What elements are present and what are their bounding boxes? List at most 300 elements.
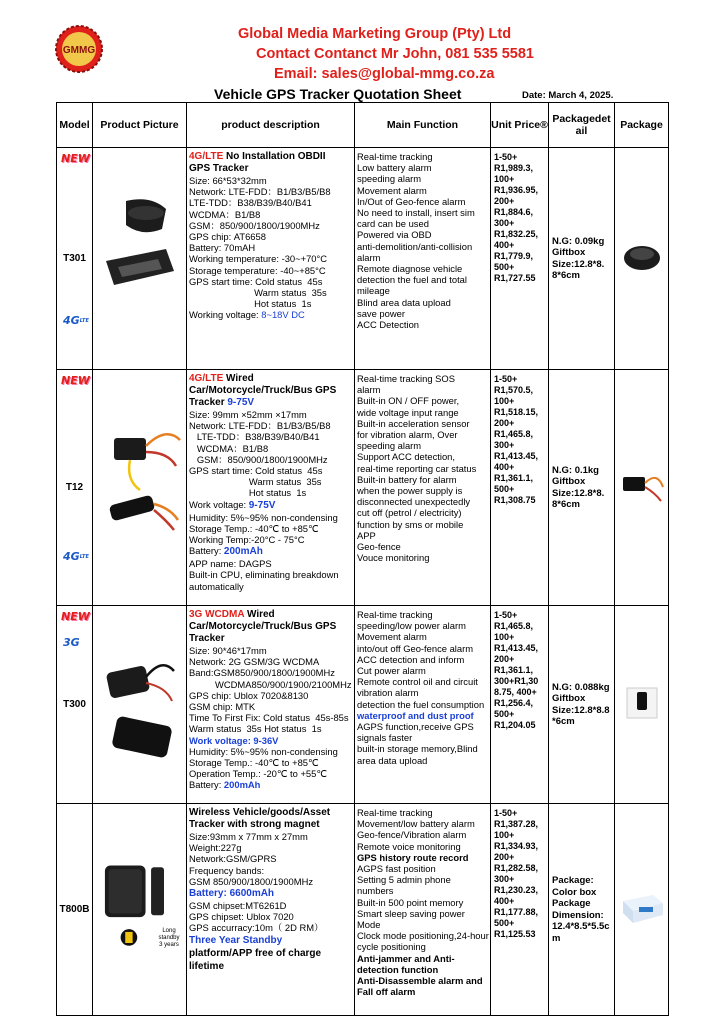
price-line: R1,413.45, <box>494 451 539 461</box>
email-line: Email: sales@global-mmg.co.za <box>274 66 495 82</box>
model-name: T301 <box>63 253 86 264</box>
description-line <box>189 900 352 911</box>
description-line: Working temperature: -30~+70°C <box>189 253 328 265</box>
unit-price-cell <box>491 148 549 370</box>
product-description-cell <box>187 148 355 370</box>
main-function-cell <box>355 804 491 1016</box>
function-line: save power <box>357 307 405 319</box>
function-line: AGPS function,receive GPS <box>357 721 474 733</box>
company-name: Global Media Marketing Group (Pty) Ltd <box>238 26 512 42</box>
function-line: APP <box>357 529 376 541</box>
function-line: for vibration alarm, Over <box>357 429 458 441</box>
description-heading-text: Car/Motorcycle/Truck/Bus GPS <box>189 385 337 396</box>
product-picture-cell <box>93 148 187 370</box>
package-detail-line: N.G: 0.088kg <box>552 681 610 693</box>
package-detail-cell <box>549 804 615 1016</box>
description-label: APP name: DAGPS <box>189 558 272 570</box>
network-badge <box>63 636 80 649</box>
description-line <box>189 545 352 558</box>
function-line: Real-time tracking <box>357 807 433 818</box>
description-label: Work voltage: <box>189 498 249 510</box>
price-line: 100+ <box>494 830 515 840</box>
package-photo <box>617 680 667 724</box>
function-line: Real-time tracking SOS <box>357 373 455 384</box>
description-line <box>189 558 352 569</box>
description-line: Warm status 35s <box>189 287 327 299</box>
working-voltage-value: 8~18V DC <box>261 309 305 321</box>
function-line: Movement alarm <box>357 184 427 196</box>
model-cell <box>57 148 93 370</box>
description-heading <box>189 373 352 385</box>
function-line: Anti-Disassemble alarm and <box>357 975 483 987</box>
description-value: 200mAh <box>223 546 263 558</box>
function-line: when the power supply is <box>357 485 463 497</box>
col-main-function: Main Function <box>355 103 491 148</box>
col-package: Package <box>615 103 669 148</box>
function-line: cut off (petrol / electricity) <box>357 507 462 519</box>
package-detail-line: Giftbox <box>552 247 586 258</box>
product-picture-cell <box>93 606 187 804</box>
price-line: 200+ <box>494 196 515 206</box>
package-photo <box>617 234 667 278</box>
function-line: mileage <box>357 285 390 297</box>
description-line <box>189 768 352 779</box>
description-label: Operation Temp.: -20℃ to +55℃ <box>189 768 327 780</box>
model-cell <box>57 370 93 606</box>
package-detail-line: Dimension: <box>552 909 604 921</box>
function-line: alarm <box>357 251 381 263</box>
description-heading-text: Tracker <box>189 397 228 408</box>
description-label: Storage Temp.: -40℃ to +85℃ <box>189 757 319 769</box>
description-line <box>189 569 352 580</box>
price-line: R1,832.25, <box>494 229 539 239</box>
description-line <box>189 499 352 512</box>
price-line: 8.75, 400+ <box>494 687 537 697</box>
package-photo <box>617 885 667 929</box>
package-picture-cell <box>615 606 669 804</box>
network-badge <box>63 550 89 563</box>
col-package-detail: Packagedet ail <box>549 103 615 148</box>
description-line: Size: 99mm ×52mm ×17mm <box>189 409 307 420</box>
price-line: 300+ <box>494 440 515 450</box>
price-line: R1,230.23, <box>494 885 539 895</box>
description-heading <box>189 621 352 633</box>
price-line: 1-50+ <box>494 152 518 162</box>
function-line: Built-in battery for alarm <box>357 473 457 485</box>
table-row <box>57 804 669 1016</box>
description-line: LTE-TDD：B38/B39/B40/B41 <box>189 431 320 443</box>
function-line: cycle positioning <box>357 941 426 953</box>
description-value: 9-75V <box>248 499 276 511</box>
description-line <box>189 887 352 900</box>
package-detail-line: m <box>552 932 561 944</box>
description-line: Weight:227g <box>189 842 242 854</box>
function-line: Movement/low battery alarm <box>357 818 475 830</box>
description-heading <box>189 385 352 397</box>
product-description-cell <box>187 606 355 804</box>
description-heading <box>189 151 352 163</box>
col-unit-price: Unit Price® <box>491 103 549 148</box>
price-line: 400+ <box>494 240 515 250</box>
package-detail-cell <box>549 606 615 804</box>
description-line: Network:GSM/GPRS <box>189 853 277 865</box>
function-line: Movement alarm <box>357 631 427 643</box>
function-line: Built-in acceleration sensor <box>357 417 470 429</box>
model-name: T12 <box>65 482 84 493</box>
description-heading <box>189 609 352 621</box>
description-heading-tail: Wired <box>223 373 254 384</box>
function-line: detection the fuel consumption <box>357 698 485 710</box>
function-line: Blind area data upload <box>357 296 451 308</box>
description-heading-text: Tracker <box>189 633 225 644</box>
unit-price-cell <box>491 606 549 804</box>
description-line: WCDMA：B1/B8 <box>189 208 261 220</box>
main-function-cell <box>355 606 491 804</box>
function-line: Geo-fence <box>357 541 401 553</box>
package-detail-line: Size:12.8*8.8 <box>552 704 610 716</box>
function-line: real-time reporting car status <box>357 462 477 474</box>
col-model: Model <box>57 103 93 148</box>
table-row <box>57 148 669 370</box>
price-line: R1,465.8, <box>494 621 534 631</box>
network-badge-main: 3G <box>63 636 80 649</box>
function-line: Setting 5 admin phone <box>357 874 451 886</box>
price-line: R1,361.1, <box>494 665 534 675</box>
description-heading-tail: Wired <box>244 609 275 620</box>
description-heading-text: 4G/LTE <box>189 373 224 384</box>
price-line: 200+ <box>494 654 515 664</box>
description-label: GPS chipset: Ublox 7020 <box>189 911 294 923</box>
price-line: 1-50+ <box>494 808 518 818</box>
price-line: 1-50+ <box>494 610 518 620</box>
description-line: Warm status 35s <box>189 476 322 488</box>
function-line: card can be used <box>357 218 429 230</box>
function-line: Cut power alarm <box>357 665 426 677</box>
description-heading <box>189 397 352 409</box>
description-line <box>189 746 352 757</box>
function-line: Fall off alarm <box>357 986 416 998</box>
voltage-highlight: 9-75V <box>227 397 255 408</box>
description-label: Built-in CPU, eliminating breakdown <box>189 569 339 581</box>
function-line: Built-in ON / OFF power, <box>357 395 460 407</box>
description-line: Size: 66*53*32mm <box>189 175 267 186</box>
function-line: ACC detection and inform <box>357 653 465 665</box>
function-line: Real-time tracking <box>357 151 433 162</box>
description-line: GPS chip: Ublox 7020&8130 <box>189 689 309 701</box>
price-line: R1,361.1, <box>494 473 534 483</box>
main-function-cell <box>355 148 491 370</box>
description-line <box>189 757 352 768</box>
company-logo <box>54 24 104 74</box>
description-line: GPS start time: Cold status 45s <box>189 465 323 477</box>
package-detail-line: 12.4*8.5*5.5c <box>552 921 610 932</box>
description-heading <box>189 807 352 819</box>
unit-price-cell <box>491 370 549 606</box>
network-badge-main: 4G <box>63 550 80 563</box>
description-line <box>189 779 352 790</box>
function-line: Low battery alarm <box>357 162 432 174</box>
price-line: R1,177.88, <box>494 907 539 917</box>
price-line: R1,727.55 <box>494 273 536 283</box>
description-label: Working Temp:-20°C - 75°C <box>189 534 305 546</box>
package-detail-line: Color box <box>552 886 597 898</box>
description-value: Work voltage: 9-36V <box>189 734 279 746</box>
description-line: Size: 90*46*17mm <box>189 645 267 656</box>
header <box>0 0 726 108</box>
description-line <box>189 309 352 320</box>
price-line: R1,256.4, <box>494 698 534 708</box>
package-picture-cell <box>615 370 669 606</box>
function-line: ACC Detection <box>357 319 420 331</box>
price-line: R1,518.15, <box>494 407 539 417</box>
network-badge-sub: LTE <box>79 554 89 560</box>
function-line: Remote diagnose vehicle <box>357 263 463 275</box>
description-heading-text: GPS Tracker <box>189 163 249 174</box>
function-line: vibration alarm <box>357 687 419 699</box>
description-heading-text: 4G/LTE <box>189 151 224 162</box>
price-line: 400+ <box>494 896 515 906</box>
description-label: Storage Temp.: -40℃ to +85℃ <box>189 522 319 534</box>
price-line: 300+R1,30 <box>494 676 539 686</box>
model-cell <box>57 606 93 804</box>
description-line <box>189 581 352 592</box>
network-badge <box>63 314 89 327</box>
product-picture-cell <box>93 804 187 1016</box>
description-line: Warm status 35s Hot status 1s <box>189 723 322 735</box>
description-value: Battery: 6600mAh <box>189 888 275 900</box>
description-value: lifetime <box>189 960 225 972</box>
function-line: Built-in 500 point memory <box>357 896 464 908</box>
package-detail-line: N.G: 0.1kg <box>552 464 599 476</box>
price-line: R1,465.8, <box>494 429 534 439</box>
price-line: 200+ <box>494 418 515 428</box>
product-photo <box>96 637 184 767</box>
description-line <box>189 960 352 973</box>
description-heading-text: Car/Motorcycle/Truck/Bus GPS <box>189 621 337 632</box>
price-line: 200+ <box>494 852 515 862</box>
description-line: GPS chip: AT6658 <box>189 231 266 243</box>
description-line: GSM：850/900/1800/1900MHz <box>189 453 328 465</box>
function-line: function by sms or mobile <box>357 518 464 530</box>
description-heading-text: Wireless Vehicle/goods/Asset <box>189 807 331 818</box>
package-detail-line: N.G: 0.09kg <box>552 235 605 247</box>
description-line: Network: LTE-FDD：B1/B3/B5/B8 <box>189 420 331 432</box>
description-label: GSM chipset:MT6261D <box>189 900 287 912</box>
description-line: GSM：850/900/1800/1900MHz <box>189 219 320 231</box>
function-line: No need to install, insert sim <box>357 207 475 219</box>
function-line: detection function <box>357 963 439 975</box>
new-badge: NEW <box>61 374 90 387</box>
description-line <box>189 523 352 534</box>
standby-caption: Long standby 3 years <box>158 928 180 948</box>
package-detail-cell <box>549 148 615 370</box>
price-line: 300+ <box>494 218 515 228</box>
function-line: anti-demolition/anti-collision <box>357 240 473 252</box>
logo-text: GMMG <box>62 45 96 56</box>
package-photo <box>617 463 667 507</box>
package-detail-line: Package <box>552 898 591 909</box>
description-line <box>189 922 352 933</box>
price-line: 100+ <box>494 396 515 406</box>
function-line: AGPS fast position <box>357 863 436 875</box>
package-detail-cell <box>549 370 615 606</box>
description-line <box>189 934 352 947</box>
price-line: 300+ <box>494 874 515 884</box>
function-line: Powered via OBD <box>357 229 432 241</box>
sheet-date: Date: March 4, 2025. <box>522 90 614 101</box>
package-detail-line: Giftbox <box>552 476 586 487</box>
package-picture-cell <box>615 804 669 1016</box>
new-badge: NEW <box>61 610 90 623</box>
function-line: Remote voice monitoring <box>357 840 461 852</box>
description-heading <box>189 633 352 645</box>
description-line: Band:GSM850/900/1800/1900MHz <box>189 667 335 679</box>
description-label: automatically <box>189 580 244 592</box>
sheet-title: Vehicle GPS Tracker Quotation Sheet <box>214 86 462 102</box>
description-line: Battery: 70mAH <box>189 242 256 254</box>
price-line: 500+ <box>494 918 515 928</box>
function-line: Mode <box>357 919 381 931</box>
function-line: In/Out of Geo-fence alarm <box>357 195 466 207</box>
function-line: area data upload <box>357 754 428 766</box>
product-description-cell <box>187 804 355 1016</box>
product-photo <box>96 847 184 967</box>
table-row <box>57 606 669 804</box>
network-badge-main: 4G <box>63 314 80 327</box>
description-line: GSM chip: MTK <box>189 701 256 713</box>
function-line: Remote control oil and circuit <box>357 676 478 688</box>
product-photo <box>96 420 184 550</box>
price-line: R1,204.05 <box>494 720 536 730</box>
package-picture-cell <box>615 148 669 370</box>
description-label: GPS accurracy:10m（ 2D RM） <box>189 922 324 934</box>
price-line: R1,308.75 <box>494 495 536 505</box>
description-line: WCDMA：B1/B8 <box>189 442 269 454</box>
quotation-table <box>56 102 669 1016</box>
description-line <box>189 947 352 960</box>
package-detail-line: Size:12.8*8. <box>552 258 605 270</box>
description-line: Hot status 1s <box>189 487 307 499</box>
price-line: 1-50+ <box>494 374 518 384</box>
description-heading-text: 3G WCDMA <box>189 609 245 620</box>
model-name: T800B <box>59 904 90 915</box>
description-line: LTE-TDD：B38/B39/B40/B41 <box>189 197 312 209</box>
description-heading-tail: No Installation OBDII <box>223 151 326 162</box>
main-function-cell <box>355 370 491 606</box>
contact-line: Contact Contanct Mr John, 081 535 5581 <box>256 46 534 62</box>
price-line: R1,936.95, <box>494 185 539 195</box>
price-line: R1,779.9, <box>494 251 534 261</box>
working-voltage-label: Working voltage: <box>189 309 262 321</box>
price-line: 500+ <box>494 484 515 494</box>
price-line: R1,884.6, <box>494 207 534 217</box>
package-detail-line: Size:12.8*8. <box>552 487 605 499</box>
product-photo <box>96 191 184 321</box>
price-line: R1,413.45, <box>494 643 539 653</box>
price-line: R1,989.3, <box>494 163 534 173</box>
function-line: alarm <box>357 384 381 396</box>
price-line: R1,282.58, <box>494 863 539 873</box>
description-line: GSM 850/900/1800/1900MHz <box>189 875 314 887</box>
description-label: Battery: <box>189 779 224 791</box>
description-line: WCDMA850/900/1900/2100MHz <box>189 678 352 690</box>
package-detail-line: Giftbox <box>552 693 586 704</box>
price-line: 500+ <box>494 709 515 719</box>
function-line: Geo-fence/Vibration alarm <box>357 829 467 841</box>
function-line: wide voltage input range <box>357 406 459 418</box>
function-line: speeding/low power alarm <box>357 620 466 632</box>
description-line <box>189 911 352 922</box>
price-line: 100+ <box>494 632 515 642</box>
function-line: into/out off Geo-fence alarm <box>357 642 474 654</box>
col-product-picture: Product Picture <box>93 103 187 148</box>
package-detail-line: 8*6cm <box>552 270 580 281</box>
model-cell <box>57 804 93 1016</box>
price-line: 500+ <box>494 262 515 272</box>
description-label: Humidity: 5%~95% non-condensing <box>189 745 338 757</box>
function-line: waterproof and dust proof <box>357 709 474 721</box>
description-label: Humidity: 5%~95% non-condensing <box>189 511 338 523</box>
function-line: speeding alarm <box>357 173 422 185</box>
package-detail-line: Package: <box>552 875 594 886</box>
description-line <box>189 512 352 523</box>
package-detail-line: *6cm <box>552 716 575 727</box>
product-description-cell <box>187 370 355 606</box>
function-line: numbers <box>357 885 394 897</box>
function-line: Real-time tracking <box>357 609 433 620</box>
network-badge-sub: LTE <box>79 318 89 324</box>
function-line: detection the fuel and total <box>357 274 467 286</box>
description-heading <box>189 163 352 175</box>
description-value: platform/APP free of charge <box>189 947 322 959</box>
table-header-row <box>57 103 669 148</box>
new-badge: NEW <box>61 152 90 165</box>
model-name: T300 <box>63 699 86 710</box>
function-line: Vouce monitoring <box>357 552 430 564</box>
price-line: R1,570.5, <box>494 385 534 395</box>
description-line <box>189 735 352 746</box>
product-picture-cell <box>93 370 187 606</box>
description-line: Storage temperature: -40~+85°C <box>189 264 326 276</box>
table-row <box>57 370 669 606</box>
price-line: 100+ <box>494 174 515 184</box>
function-line: speeding alarm <box>357 440 422 452</box>
function-line: disconnected unexpectedly <box>357 496 471 508</box>
function-line: GPS history route record <box>357 851 469 863</box>
description-line: Time To First Fix: Cold status 45s-85s <box>189 712 349 724</box>
function-line: Support ACC detection, <box>357 451 455 463</box>
company-block <box>210 24 630 84</box>
description-line: Hot status 1s <box>189 298 312 310</box>
description-line <box>189 534 352 545</box>
col-product-description: product description <box>187 103 355 148</box>
price-line: R1,125.53 <box>494 929 536 939</box>
description-value: 200mAh <box>223 779 261 791</box>
description-heading-text: Tracker with strong magnet <box>189 819 320 830</box>
function-line: Anti-jammer and Anti- <box>357 952 455 964</box>
description-value: Three Year Standby <box>189 934 283 946</box>
description-line: Size:93mm x 77mm x 27mm <box>189 831 308 842</box>
description-line: Frequency bands: <box>189 864 265 876</box>
price-line: R1,387.28, <box>494 819 539 829</box>
package-detail-line: 8*6cm <box>552 499 580 510</box>
description-line: Network: LTE-FDD：B1/B3/B5/B8 <box>189 186 331 198</box>
function-line: Clock mode positioning,24-hour <box>357 930 489 942</box>
unit-price-cell <box>491 804 549 1016</box>
price-line: 400+ <box>494 462 515 472</box>
description-line: GPS start time: Cold status 45s <box>189 275 323 287</box>
function-line: Smart sleep saving power <box>357 907 465 919</box>
